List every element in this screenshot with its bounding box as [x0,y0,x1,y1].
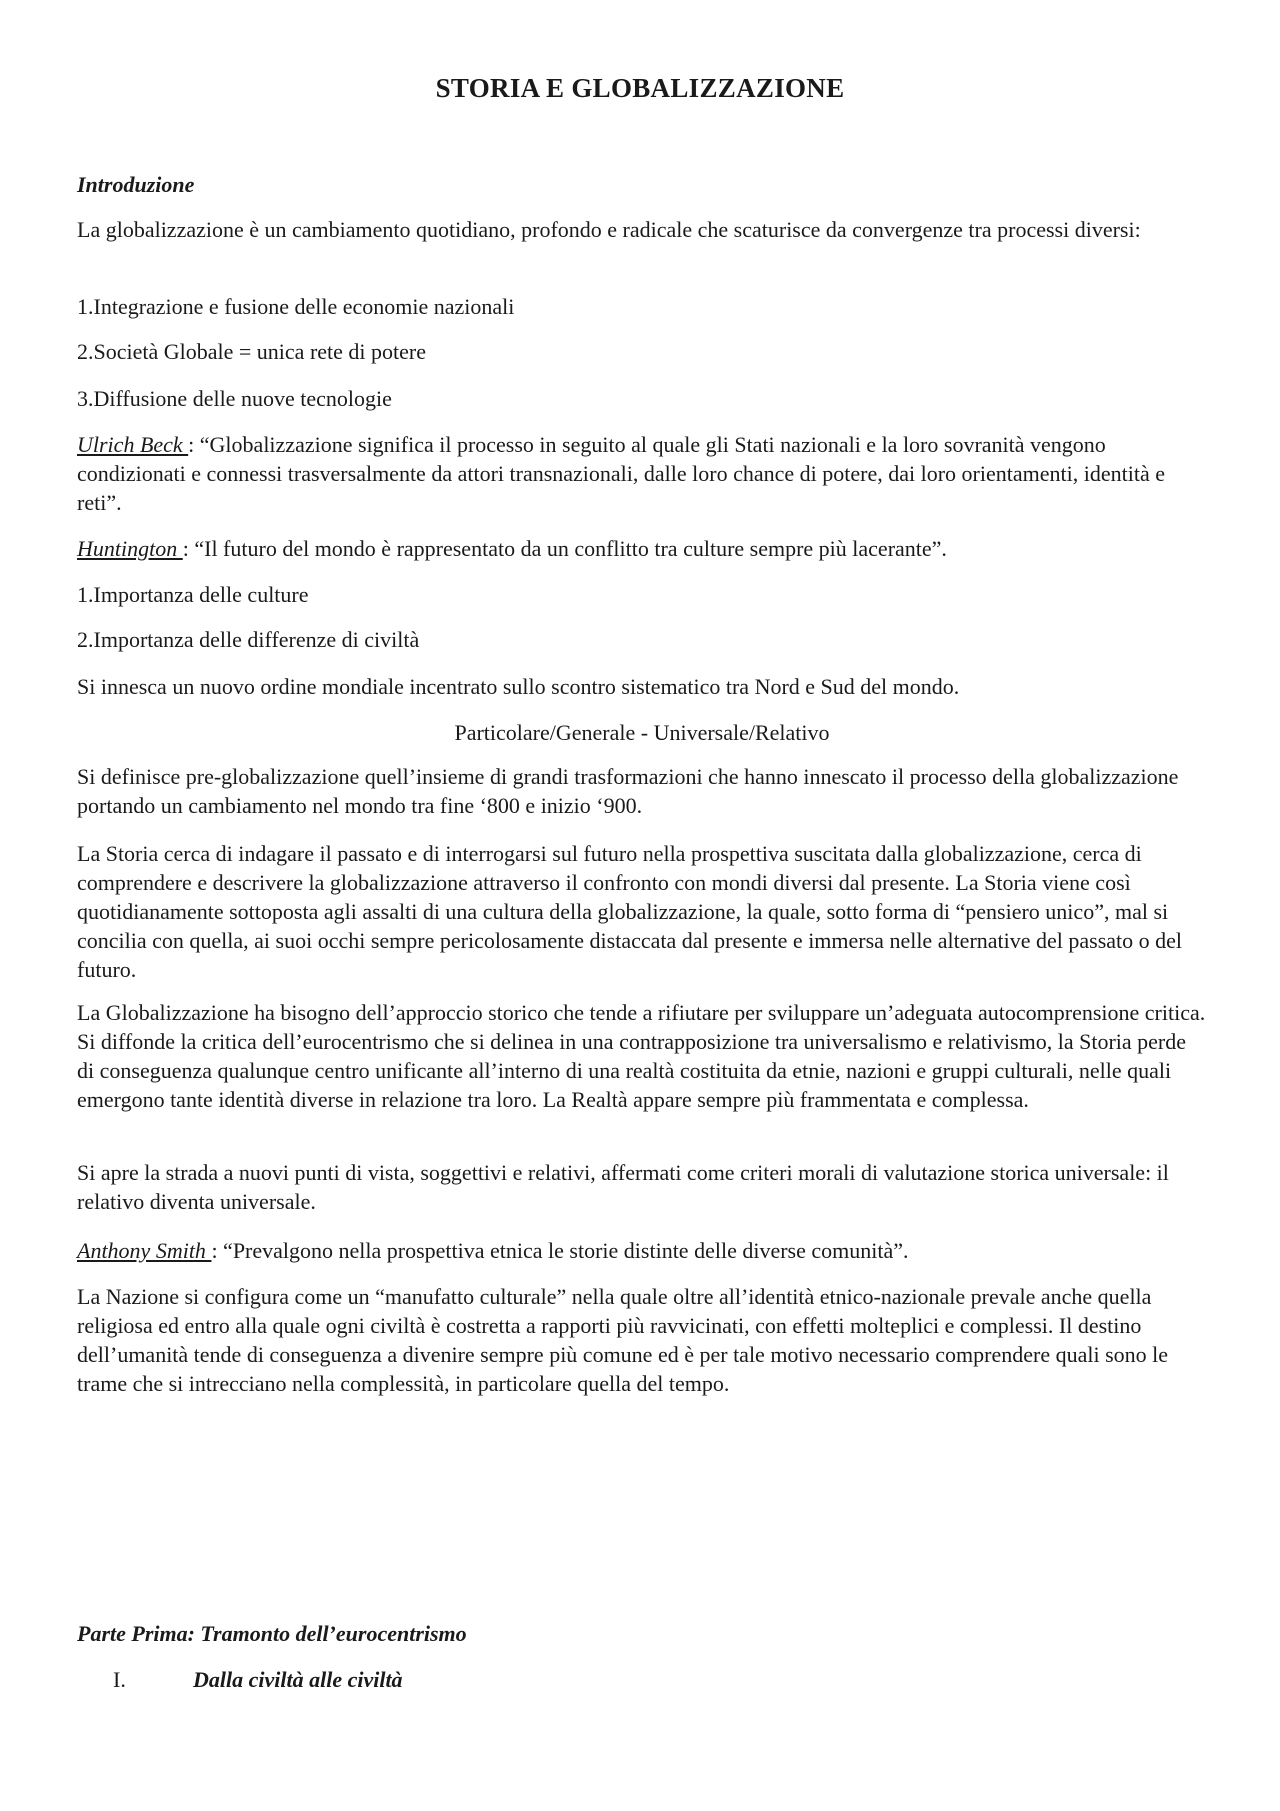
part-heading: Parte Prima: Tramonto dell’eurocentrismo [77,1621,467,1646]
quote-text: : “Prevalgono nella prospettiva etnica le storie distinte delle diverse comunità”. [211,1238,909,1263]
centered-subtitle: Particolare/Generale - Universale/Relativo [454,720,830,745]
huntington-quote-paragraph [77,534,1207,563]
author-name: Anthony Smith [77,1238,212,1263]
chapter-heading [113,1665,403,1694]
list-item: 1.Integrazione e fusione delle economie nazionali [77,294,515,319]
list-item: 2.Società Globale = unica rete di potere [77,339,426,364]
quote-text: : “Globalizzazione significa il processo in seguito al quale gli Stati nazionali e la loro sovranità vengono condizionati e connessi trasversalmente da attori transnazionali, dalle loro chance di potere, dai loro orientamenti, identità e reti”. [77,432,1165,515]
globalization-paragraph: La Globalizzazione ha bisogno dell’approccio storico che tende a rifiutare per sviluppare un’adeguata autocomprensione critica. Si diffonde la critica dell’eurocentrismo che si delinea in una contrapposizione tra universalismo e relativismo, la Storia perde di conseguenza qualunque centro unificante all’interno di una realtà costituita da etnie, nazioni e gruppi culturali, nelle quali emergono tante identità diverse in relazione tra loro. La Realtà appare sempre più frammentata e complessa. [77,1000,1206,1112]
storia-paragraph: La Storia cerca di indagare il passato e di interrogarsi sul futuro nella prospettiva suscitata dalla globalizzazione, cerca di comprendere e descrivere la globalizzazione attraverso il confronto con mondi diversi dal presente. La Storia viene così quotidianamente sottoposta agli assalti di una cultura della globalizzazione, la quale, sotto forma di “pensiero unico”, mal si concilia con quella, ai suoi occhi sempre pericolosamente distaccata dal presente e immersa nelle alternative del passato o del futuro. [77,841,1183,982]
new-viewpoints-paragraph: Si apre la strada a nuovi punti di vista, soggettivi e relativi, affermati come criteri morali di valutazione storica universale: il relativo diventa universale. [77,1160,1169,1214]
list-item: 2.Importanza delle differenze di civiltà [77,627,420,652]
preglobalization-paragraph: Si definisce pre-globalizzazione quell’insieme di grandi trasformazioni che hanno innescato il processo della globalizzazione portando un cambiamento nel mondo tra fine ‘800 e inizio ‘900. [77,764,1179,818]
new-order-paragraph: Si innesca un nuovo ordine mondiale incentrato sullo scontro sistematico tra Nord e Sud del mondo. [77,674,960,699]
quote-text: : “Il futuro del mondo è rappresentato da un conflitto tra culture sempre più lacerante”. [182,536,947,561]
document-title: STORIA E GLOBALIZZAZIONE [435,73,845,103]
chapter-title: Dalla civiltà alle civiltà [193,1667,403,1692]
intro-paragraph: La globalizzazione è un cambiamento quotidiano, profondo e radicale che scaturisce da convergenze tra processi diversi: [77,217,1141,242]
nation-paragraph: La Nazione si configura come un “manufatto culturale” nella quale oltre all’identità etnico-nazionale prevale anche quella religiosa ed entro alla quale ogni civiltà è costretta a rapporti più ravvicinati, con effetti molteplici e complessi. Il destino dell’umanità tende di conseguenza a divenire sempre più comune ed è per tale motivo necessario comprendere quali sono le trame che si intrecciano nella complessità, in particolare quella del tempo. [77,1284,1169,1396]
author-name: Ulrich Beck [77,432,189,457]
list-item: 1.Importanza delle culture [77,582,309,607]
chapter-number: I. [113,1667,126,1692]
intro-heading: Introduzione [77,172,195,197]
list-item: 3.Diffusione delle nuove tecnologie [77,386,392,411]
beck-quote-paragraph [77,430,1207,517]
smith-quote-paragraph [77,1236,1207,1265]
author-name: Huntington [77,536,183,561]
